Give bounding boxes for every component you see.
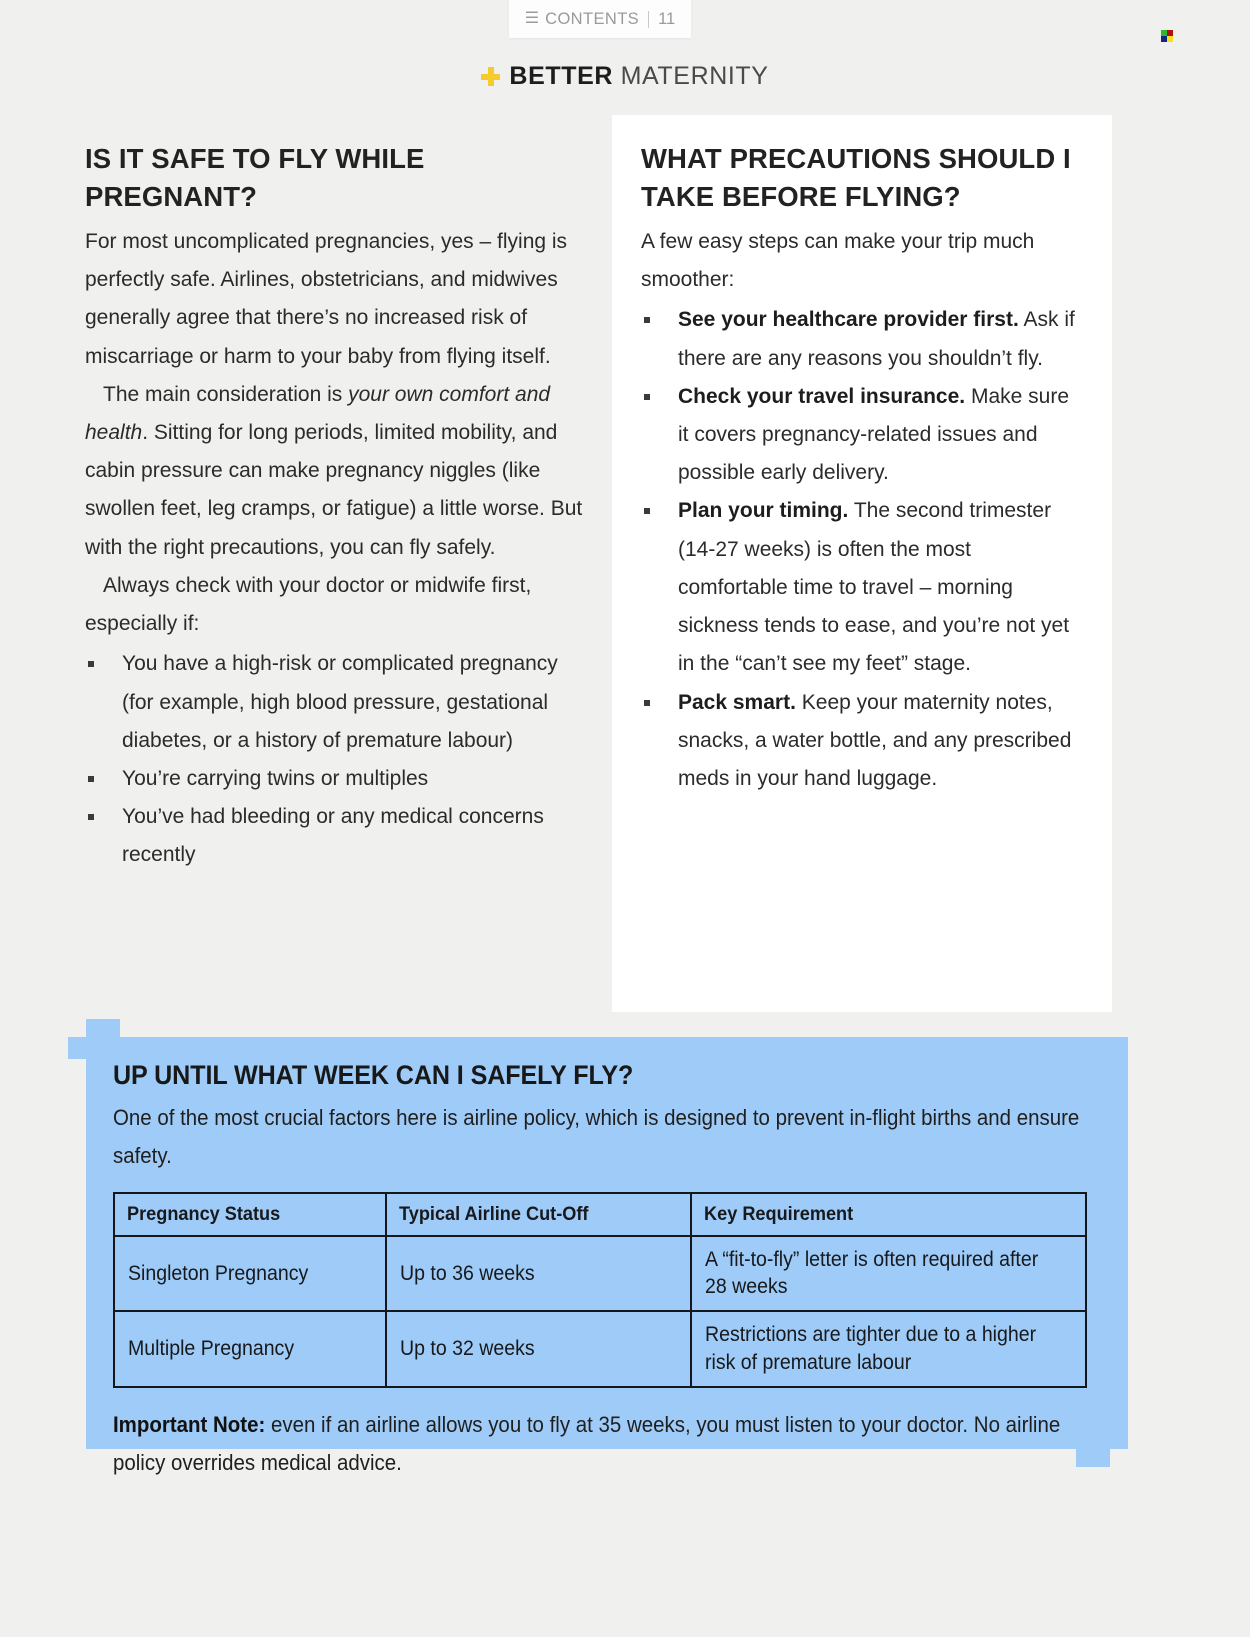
left-section-heading: IS IT SAFE TO FLY WHILE PREGNANT? (85, 143, 425, 212)
list-item (85, 645, 590, 760)
cell-pregnancy-status (114, 1311, 386, 1386)
bullet-text: You’re carrying twins or multiples (122, 766, 429, 790)
callout-corner-nub-top-left (68, 1037, 86, 1059)
bullet-lead: Check your travel insurance. (678, 384, 966, 408)
callout-important-note (113, 1406, 1088, 1483)
page-number: 11 (658, 9, 676, 28)
right-column (641, 140, 1083, 798)
cell-key-requirement (691, 1311, 1086, 1386)
bullet-lead: Pack smart. (678, 690, 796, 714)
callout-lead-paragraph: One of the most crucial factors here is airline policy, which is designed to prevent in-flight births and ensure safety. (113, 1105, 1080, 1168)
list-item (641, 301, 1083, 377)
cell-text: Singleton Pregnancy (128, 1261, 309, 1285)
column-header-airline-cutoff: Typical Airline Cut-Off (386, 1193, 670, 1236)
callout-corner-tab-top-left (86, 1019, 120, 1037)
callout-heading: UP UNTIL WHAT WEEK CAN I SAFELY FLY? (113, 1060, 634, 1090)
bullet-text: Ask if there are any reasons you shouldn’t fly. (678, 308, 1075, 370)
list-item (641, 492, 1083, 683)
right-paragraph-1: A few easy steps can make your trip much smoother: (641, 229, 1035, 292)
hamburger-icon: ☰ (524, 10, 540, 27)
right-bullet-list (641, 301, 1083, 798)
bullet-text: The second trimester (14-27 weeks) is often the most comfortable time to travel – morning sickness tends to ease, and you’re not yet in the “can’t see my feet” stage. (678, 499, 1070, 676)
cell-text: Multiple Pregnancy (128, 1336, 295, 1360)
cell-airline-cutoff (386, 1236, 691, 1311)
column-header-key-requirement: Key Requirement (691, 1193, 1058, 1236)
left-paragraph-3: Always check with your doctor or midwife first, especially if: (85, 573, 532, 636)
divider (648, 11, 649, 28)
list-item (641, 378, 1083, 493)
cell-text: Up to 36 weeks (400, 1261, 535, 1285)
bullet-text: Keep your maternity notes, snacks, a water bottle, and any prescribed meds in your hand luggage. (678, 690, 1072, 790)
airline-policy-table (113, 1192, 1087, 1388)
note-text: even if an airline allows you to fly at 35 weeks, you must listen to your doctor. No airline policy overrides medical advice. (113, 1411, 1061, 1475)
contents-label: CONTENTS (545, 9, 640, 28)
list-item (85, 798, 590, 874)
table-row (114, 1311, 1086, 1386)
cell-airline-cutoff (386, 1311, 691, 1386)
cell-text: Up to 32 weeks (400, 1336, 535, 1360)
marker-swatch-yellow (1167, 36, 1173, 42)
note-lead: Important Note: (113, 1411, 266, 1437)
bullet-text: Make sure it covers pregnancy-related issues and possible early delivery. (678, 384, 1069, 485)
brand-name-bold: BETTER (509, 62, 614, 90)
left-bullet-list (85, 645, 590, 874)
cell-text: A “fit-to-fly” letter is often required after 28 weeks (705, 1247, 1039, 1299)
left-column (85, 140, 590, 875)
cell-text: Restrictions are tighter due to a higher risk of premature labour (705, 1323, 1037, 1374)
callout-content (113, 1060, 1088, 1482)
list-item (85, 760, 590, 798)
color-registration-marker-icon (1161, 30, 1173, 42)
left-paragraph-1: For most uncomplicated pregnancies, yes – flying is perfectly safe. Airlines, obstetricians, and midwives generally agree that there’s no increased risk of miscarriage or harm to your baby from flying itself. (85, 229, 568, 368)
left-paragraph-2 (85, 376, 590, 567)
bullet-text: You have a high-risk or complicated pregnancy (for example, high blood pressure, gestational diabetes, or a history of premature labour) (122, 652, 558, 752)
cell-pregnancy-status (114, 1236, 386, 1311)
bullet-lead: Plan your timing. (678, 499, 849, 523)
list-item (641, 684, 1083, 799)
bullet-lead: See your healthcare provider first. (678, 308, 1019, 332)
table-header-row (114, 1193, 1086, 1236)
callout-corner-nub-bottom-right (1110, 1427, 1128, 1449)
column-header-pregnancy-status: Pregnancy Status (114, 1193, 367, 1236)
right-section-heading: WHAT PRECAUTIONS SHOULD I TAKE BEFORE FLYING? (641, 143, 1071, 212)
brand-wordmark (0, 62, 1250, 91)
brand-name-light: MATERNITY (613, 62, 769, 90)
table-row (114, 1236, 1086, 1311)
plus-icon (481, 67, 500, 86)
left-paragraph-2-part2: . Sitting for long periods, limited mobility, and cabin pressure can make pregnancy niggles (like swollen feet, leg cramps, or fatigue) a little worse. But with the right precautions, you can fly safely. (85, 420, 583, 559)
bullet-text: You’ve had bleeding or any medical concerns recently (122, 805, 544, 867)
cell-key-requirement (691, 1236, 1086, 1311)
left-paragraph-2-emphasis: your own comfort and health (85, 382, 551, 444)
contents-pill[interactable] (509, 0, 691, 38)
left-paragraph-2-part1: The main consideration is (103, 382, 349, 406)
